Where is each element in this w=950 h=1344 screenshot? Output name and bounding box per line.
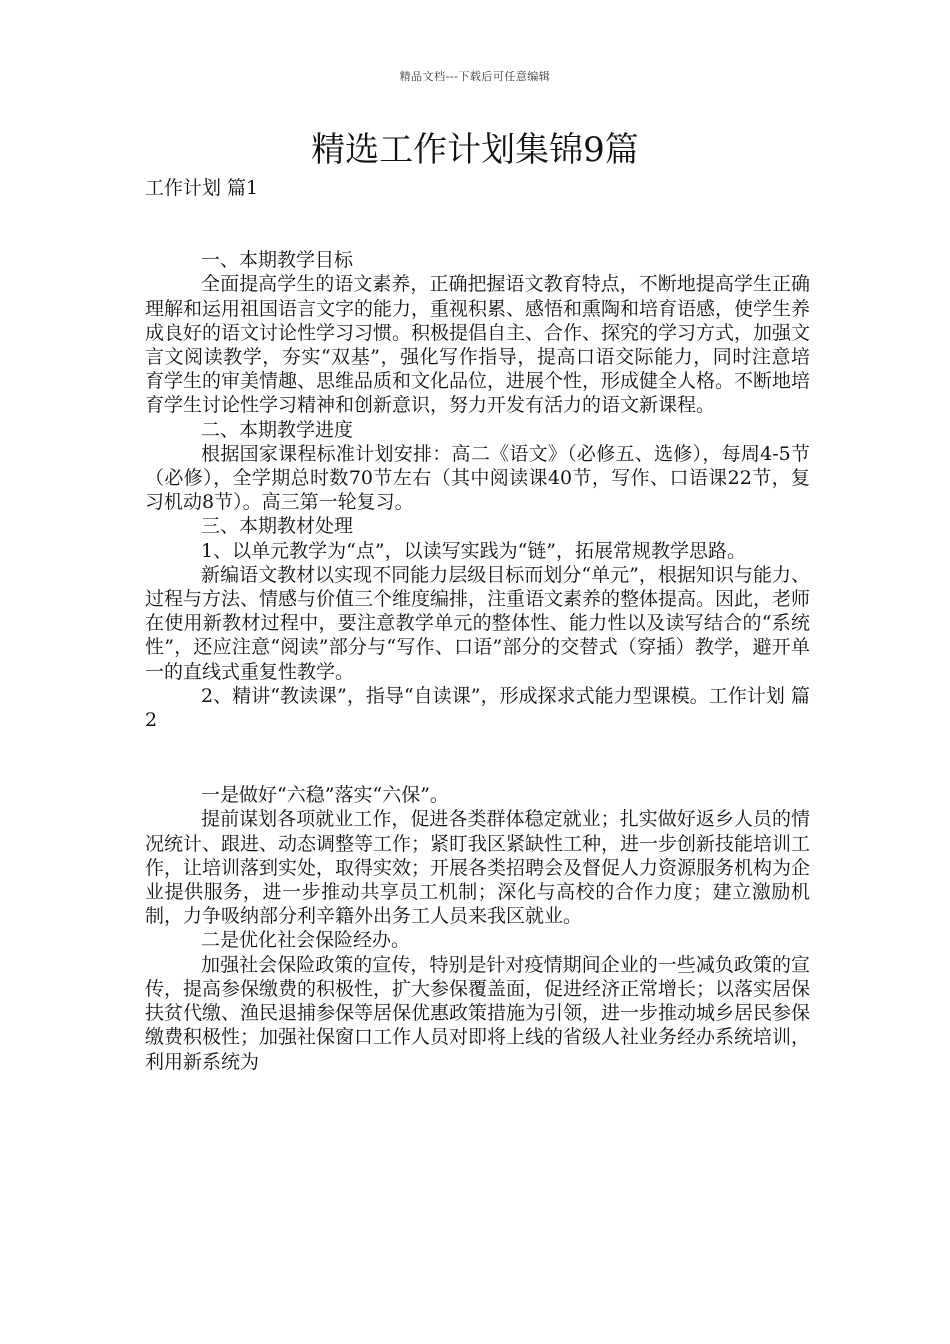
spacer [145, 200, 810, 248]
spacer [145, 732, 810, 783]
paragraph-teaching-progress: 根据国家课程标准计划安排：高二《语文》（必修五、选修），每周4-5节（必修），全学期总时数70节左右（其中阅读课40节，写作、口语课22节，复习机动8节）。高三第一轮复习。 [145, 442, 810, 514]
paragraph-reading-lessons: 2、精讲“教读课”，指导“自读课”，形成探求式能力型课模。工作计划 篇2 [145, 684, 810, 732]
heading-teaching-goals: 一、本期教学目标 [201, 249, 354, 272]
paragraph-employment: 提前谋划各项就业工作，促进各类群体稳定就业；扎实做好返乡人员的情况统计、跟进、动态调整等工作；紧盯我区紧缺性工种，进一步创新技能培训工作，让培训落到实处，取得实效；开展各类招聘会及督促人力资源服务机构为企业提供服务，进一步推动共享员工机制；深化与高校的合作力度；建立激励机制，力争吸纳部分利辛籍外出务工人员来我区就业。 [145, 808, 811, 928]
heading-teaching-progress: 二、本期教学进度 [201, 418, 354, 441]
heading-social-insurance: 二是优化社会保险经办。 [201, 929, 411, 952]
heading-six-stabilities: 一是做好“六稳”落实“六保”。 [201, 784, 449, 807]
heading-textbook-handling: 三、本期教材处理 [201, 515, 354, 538]
paragraph-social-insurance: 加强社会保险政策的宣传，特别是针对疫情期间企业的一些减负政策的宣传，提高参保缴费的积极性，扩大参保覆盖面，促进经济正常增长；以落实居保扶贫代缴、渔民退捕参保等居保优惠政策措施为引领，进一步推动城乡居民参保缴费积极性；加强社保窗口工作人员对即将上线的省级人社业务经办系统培训，利用新系统为 [145, 953, 811, 1073]
document-body [145, 176, 810, 1074]
document-title: 精选工作计划集锦9篇 [311, 130, 639, 170]
page-header-watermark: 精品文档---下载后可任意编辑 [399, 70, 551, 83]
paragraph-new-textbook: 新编语文教材以实现不同能力层级目标而划分“单元”，根据知识与能力、过程与方法、情感与价值三个维度编排，注重语文素养的整体提高。因此，老师在使用新教材过程中，要注意教学单元的整体性、能力性以及读写结合的“系统性”，还应注意“阅读”部分与“写作、口语”部分的交替式（穿插）教学，避开单一的直线式重复性教学。 [145, 563, 811, 683]
paragraph-teaching-goals: 全面提高学生的语文素养，正确把握语文教育特点，不断地提高学生正确理解和运用祖国语言文字的能力，重视积累、感悟和熏陶和培育语感，使学生养成良好的语文讨论性学习习惯。积极提倡自主、合作、探究的学习方式，加强文言文阅读教学，夯实“双基”，强化写作指导，提高口语交际能力，同时注意培育学生的审美情趣、思维品质和文化品位，进展个性，形成健全人格。不断地培育学生讨论性学习精神和创新意识，努力开发有活力的语文新课程。 [145, 273, 811, 417]
section-label-part1: 工作计划 篇1 [145, 177, 259, 199]
paragraph-unit-teaching: 1、以单元教学为“点”，以读写实践为“链”，拓展常规教学思路。 [201, 539, 746, 562]
